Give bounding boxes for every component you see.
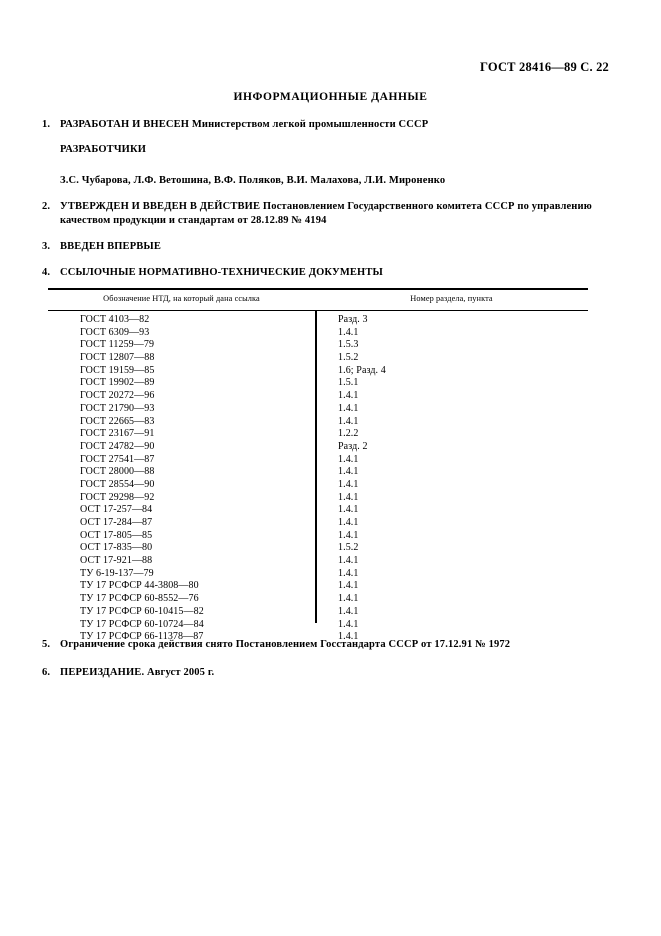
cell-reference: 1.5.1 [338, 377, 359, 389]
clause-2-text: УТВЕРЖДЕН И ВВЕДЕН В ДЕЙСТВИЕ Постановлением Государственного комитета СССР по управлению качеством продукции и стандартам от 28.12.89 № 4194 [60, 201, 592, 226]
table-row [48, 492, 588, 505]
cell-reference: 1.5.3 [338, 339, 359, 351]
cell-reference: 1.4.1 [338, 555, 359, 567]
table-row [48, 466, 588, 479]
cell-reference: 1.4.1 [338, 580, 359, 592]
table-body [48, 311, 588, 643]
table-row [48, 352, 588, 365]
cell-ntd: ГОСТ 28554—90 [80, 478, 155, 490]
cell-ntd: ГОСТ 19902—89 [80, 377, 155, 389]
cell-ntd: ГОСТ 27541—87 [80, 453, 155, 465]
cell-ntd: ГОСТ 28000—88 [80, 466, 155, 478]
cell-ntd: ТУ 17 РСФСР 44-3808—80 [80, 580, 199, 592]
clause-6 [42, 666, 622, 680]
cell-ntd: ТУ 6-19-137—79 [80, 567, 154, 579]
column-header-ntd: Обозначение НТД, на который дана ссылка [103, 294, 260, 303]
cell-reference: Разд. 3 [338, 314, 368, 325]
clause-1 [42, 118, 622, 132]
table-row [48, 403, 588, 416]
cell-ntd: ГОСТ 12807—88 [80, 352, 155, 364]
clause-5-number: 5. [42, 639, 51, 650]
cell-ntd: ГОСТ 22665—83 [80, 415, 155, 427]
cell-ntd: ТУ 17 РСФСР 66-11378—87 [80, 631, 204, 643]
cell-reference: 1.4.1 [338, 618, 359, 630]
clause-3-number: 3. [42, 241, 51, 252]
cell-reference: 1.2.2 [338, 428, 359, 440]
clause-4-text: ССЫЛОЧНЫЕ НОРМАТИВНО-ТЕХНИЧЕСКИЕ ДОКУМЕНТЫ [60, 267, 383, 278]
reference-documents-table [48, 288, 588, 643]
cell-ntd: ОСТ 17-805—85 [80, 529, 153, 541]
table-row [48, 504, 588, 517]
cell-reference: 1.4.1 [338, 517, 359, 528]
developers-heading: РАЗРАБОТЧИКИ [60, 144, 147, 155]
cell-reference: 1.4.1 [338, 478, 359, 490]
clause-1-text: РАЗРАБОТАН И ВНЕСЕН Министерством легкой промышленности СССР [60, 119, 429, 130]
developers-list: З.С. Чубарова, Л.Ф. Ветошина, В.Ф. Поляков, В.И. Малахова, Л.И. Мироненко [60, 175, 446, 186]
cell-ntd: ГОСТ 11259—79 [80, 339, 155, 351]
cell-reference: 1.4.1 [338, 466, 359, 478]
table-row [48, 314, 588, 327]
cell-reference: 1.4.1 [338, 593, 359, 605]
table-row [48, 441, 588, 454]
table-row [48, 619, 588, 632]
table-row [48, 555, 588, 568]
cell-ntd: ТУ 17 РСФСР 60-10415—82 [80, 605, 204, 617]
cell-ntd: ГОСТ 24782—90 [80, 440, 155, 452]
table-header-row [48, 290, 588, 310]
clause-6-text: ПЕРЕИЗДАНИЕ. Август 2005 г. [60, 667, 215, 678]
cell-reference: 1.4.1 [338, 402, 359, 414]
cell-ntd: ГОСТ 20272—96 [80, 390, 155, 402]
cell-ntd: ГОСТ 19159—85 [80, 364, 155, 376]
table-row [48, 327, 588, 340]
clause-5 [42, 638, 622, 652]
cell-ntd: ГОСТ 29298—92 [80, 491, 155, 503]
cell-reference: 1.4.1 [338, 453, 359, 465]
table-row [48, 530, 588, 543]
table-row [48, 479, 588, 492]
cell-reference: Разд. 2 [338, 440, 368, 452]
cell-ntd: ОСТ 17-835—80 [80, 542, 153, 554]
cell-reference: 1.4.1 [338, 390, 359, 402]
table-row [48, 416, 588, 429]
cell-ntd: ТУ 17 РСФСР 60-10724—84 [80, 618, 204, 630]
cell-reference: 1.5.2 [338, 542, 359, 554]
cell-ntd: ОСТ 17-257—84 [80, 504, 153, 516]
cell-ntd: ГОСТ 21790—93 [80, 402, 155, 414]
cell-ntd: ОСТ 17-284—87 [80, 517, 153, 528]
cell-reference: 1.4.1 [338, 415, 359, 427]
table-row [48, 365, 588, 378]
table-row [48, 542, 588, 555]
table-row [48, 377, 588, 390]
cell-reference: 1.4.1 [338, 529, 359, 541]
clause-3-text: ВВЕДЕН ВПЕРВЫЕ [60, 241, 162, 252]
clause-3 [42, 240, 622, 254]
clause-2-number: 2. [42, 201, 51, 212]
column-header-reference: Номер раздела, пункта [410, 294, 493, 303]
cell-reference: 1.5.2 [338, 352, 359, 364]
cell-ntd: ГОСТ 23167—91 [80, 428, 155, 440]
cell-ntd: ТУ 17 РСФСР 60-8552—76 [80, 593, 199, 605]
clause-5-text: Ограничение срока действия снято Постановлением Госстандарта СССР от 17.12.91 № 1972 [60, 639, 511, 650]
clause-2 [42, 200, 622, 227]
table-row [48, 580, 588, 593]
table-row [48, 517, 588, 530]
table-row [48, 390, 588, 403]
table-row [48, 606, 588, 619]
table-row [48, 454, 588, 467]
cell-reference: 1.4.1 [338, 504, 359, 516]
cell-ntd: ГОСТ 4103—82 [80, 314, 150, 325]
clause-1-number: 1. [42, 119, 51, 130]
page-title: ИНФОРМАЦИОННЫЕ ДАННЫЕ [233, 91, 428, 103]
cell-reference: 1.4.1 [338, 605, 359, 617]
clause-6-number: 6. [42, 667, 51, 678]
clause-4 [42, 266, 622, 280]
clause-4-number: 4. [42, 267, 51, 278]
cell-ntd: ГОСТ 6309—93 [80, 326, 150, 338]
cell-ntd: ОСТ 17-921—88 [80, 555, 153, 567]
cell-reference: 1.6; Разд. 4 [338, 364, 386, 376]
table-row [48, 339, 588, 352]
cell-reference: 1.4.1 [338, 567, 359, 579]
table-row [48, 593, 588, 606]
table-row [48, 428, 588, 441]
running-head: ГОСТ 28416—89 С. 22 [480, 60, 609, 74]
cell-reference: 1.4.1 [338, 491, 359, 503]
cell-reference: 1.4.1 [338, 631, 359, 643]
cell-reference: 1.4.1 [338, 326, 359, 338]
table-row [48, 568, 588, 581]
